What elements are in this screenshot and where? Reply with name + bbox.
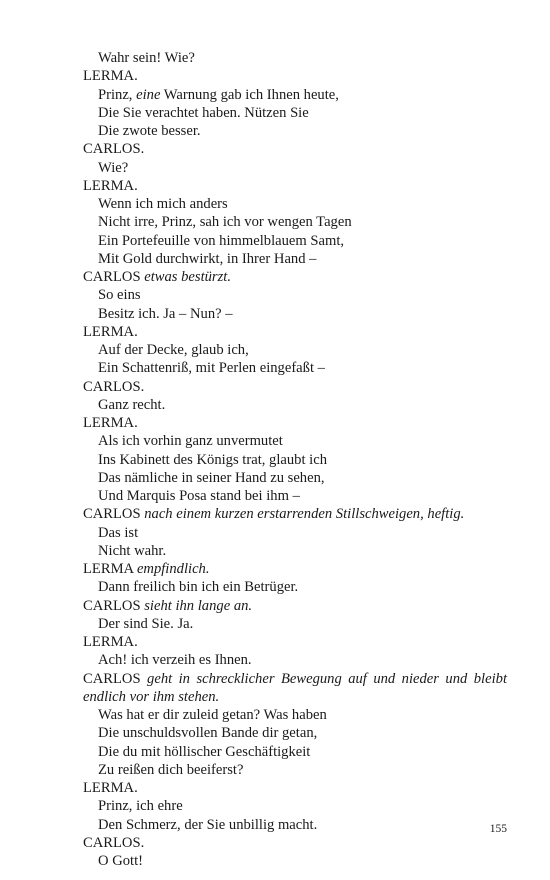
verse-line xyxy=(83,396,507,414)
speaker-name: LERMA. xyxy=(83,68,138,85)
verse-text: Besitz ich. Ja – Nun? – xyxy=(98,305,233,322)
verse-text: Die du mit höllischer Geschäftigkeit xyxy=(98,743,311,760)
speaker-name: LERMA xyxy=(83,561,134,577)
speaker-line xyxy=(83,268,507,286)
verse-line xyxy=(83,524,507,542)
verse-line xyxy=(83,724,507,742)
verse-line xyxy=(83,578,507,596)
verse-line xyxy=(83,195,507,213)
verse-line xyxy=(83,305,507,323)
verse-line xyxy=(83,816,507,834)
verse-line xyxy=(83,761,507,779)
verse-line xyxy=(83,250,507,268)
verse-text: Dann freilich bin ich ein Betrüger. xyxy=(98,579,299,596)
verse-line xyxy=(83,451,507,469)
verse-text: Warnung gab ich Ihnen heute, xyxy=(160,86,339,103)
verse-text: Nicht irre, Prinz, sah ich vor wengen Tagen xyxy=(98,214,352,231)
speaker-name: LERMA. xyxy=(83,634,138,650)
speaker-line xyxy=(83,323,507,341)
speaker-line xyxy=(83,378,507,396)
verse-line xyxy=(83,542,507,560)
stage-direction: sieht ihn lange an. xyxy=(144,597,253,614)
verse-line xyxy=(83,615,507,633)
verse-line xyxy=(83,469,507,487)
stage-direction: empfindlich. xyxy=(136,561,210,577)
verse-text: So eins xyxy=(98,287,141,304)
verse-text: Ganz recht. xyxy=(98,396,166,413)
verse-text: Ein Portefeuille von himmelblauem Samt, xyxy=(98,232,345,249)
verse-line xyxy=(83,651,507,669)
verse-text: Ach! ich verzeih es Ihnen. xyxy=(98,652,252,669)
verse-text: Die unschuldsvollen Bande dir getan, xyxy=(98,725,318,742)
speaker-line xyxy=(83,67,507,85)
verse-line xyxy=(83,487,507,505)
verse-text: Prinz, ich ehre xyxy=(98,798,183,815)
verse-text: O Gott! xyxy=(98,853,143,869)
stage-direction: nach einem kurzen erstarrenden Stillschweigen, heftig. xyxy=(144,506,465,523)
verse-text: Nicht wahr. xyxy=(98,542,167,559)
verse-text: Zu reißen dich beeiferst? xyxy=(98,761,244,778)
speaker-line xyxy=(83,414,507,432)
verse-line xyxy=(83,104,507,122)
verse-line xyxy=(83,213,507,231)
speaker-name: CARLOS. xyxy=(83,141,145,158)
speaker-line xyxy=(83,633,507,651)
verse-text: Den Schmerz, der Sie unbillig macht. xyxy=(98,816,318,833)
speaker-line xyxy=(83,670,507,707)
speaker-line xyxy=(83,140,507,158)
verse-text: Ein Schattenriß, mit Perlen eingefaßt – xyxy=(98,360,325,377)
verse-text: Und Marquis Posa stand bei ihm – xyxy=(98,488,300,504)
speaker-line xyxy=(83,779,507,797)
speaker-name: CARLOS xyxy=(83,597,141,614)
stage-direction: etwas bestürzt. xyxy=(144,269,231,285)
speaker-name: LERMA. xyxy=(83,780,138,796)
speaker-name: LERMA. xyxy=(83,177,138,194)
verse-text: Mit Gold durchwirkt, in Ihrer Hand – xyxy=(98,250,317,267)
speaker-line xyxy=(83,597,507,615)
emphasized-text: eine xyxy=(136,86,161,103)
verse-line xyxy=(83,86,507,104)
verse-text: Wenn ich mich anders xyxy=(98,196,228,212)
verse-text: Prinz, xyxy=(98,86,137,103)
verse-line xyxy=(83,232,507,250)
verse-line xyxy=(83,159,507,177)
verse-text: Auf der Decke, glaub ich, xyxy=(98,342,249,358)
verse-line xyxy=(83,797,507,815)
verse-line xyxy=(83,743,507,761)
verse-line xyxy=(83,49,507,67)
verse-text: Das nämliche in seiner Hand zu sehen, xyxy=(98,469,325,486)
verse-line xyxy=(83,432,507,450)
speaker-name: LERMA. xyxy=(83,323,138,340)
verse-text: Als ich vorhin ganz unvermutet xyxy=(98,433,283,450)
verse-text: Die zwote besser. xyxy=(98,123,201,139)
verse-text: Der sind Sie. Ja. xyxy=(98,615,194,632)
verse-line xyxy=(83,852,507,870)
play-text xyxy=(83,49,507,870)
speaker-name: LERMA. xyxy=(83,415,138,431)
verse-text: Was hat er dir zuleid getan? Was haben xyxy=(98,707,327,723)
speaker-line xyxy=(83,560,507,578)
speaker-name: CARLOS. xyxy=(83,378,145,395)
verse-line xyxy=(83,286,507,304)
speaker-line xyxy=(83,834,507,852)
verse-line xyxy=(83,122,507,140)
page-number: 155 xyxy=(489,823,507,835)
speaker-name: CARLOS xyxy=(83,506,141,523)
speaker-name: CARLOS xyxy=(83,670,141,687)
speaker-name: CARLOS xyxy=(83,269,141,285)
speaker-name: CARLOS. xyxy=(83,834,145,851)
verse-text: Wahr sein! Wie? xyxy=(98,50,195,66)
verse-text: Das ist xyxy=(98,524,139,541)
verse-line xyxy=(83,359,507,377)
verse-line xyxy=(83,706,507,724)
verse-text: Die Sie verachtet haben. Nützen Sie xyxy=(98,104,309,121)
verse-text: Ins Kabinett des Königs trat, glaubt ich xyxy=(98,451,327,468)
speaker-line xyxy=(83,177,507,195)
verse-line xyxy=(83,341,507,359)
stage-direction: geht in schrecklicher Bewegung auf und nieder und bleibt endlich vor ihm stehen. xyxy=(83,670,507,705)
speaker-line xyxy=(83,505,507,523)
verse-text: Wie? xyxy=(98,159,129,176)
